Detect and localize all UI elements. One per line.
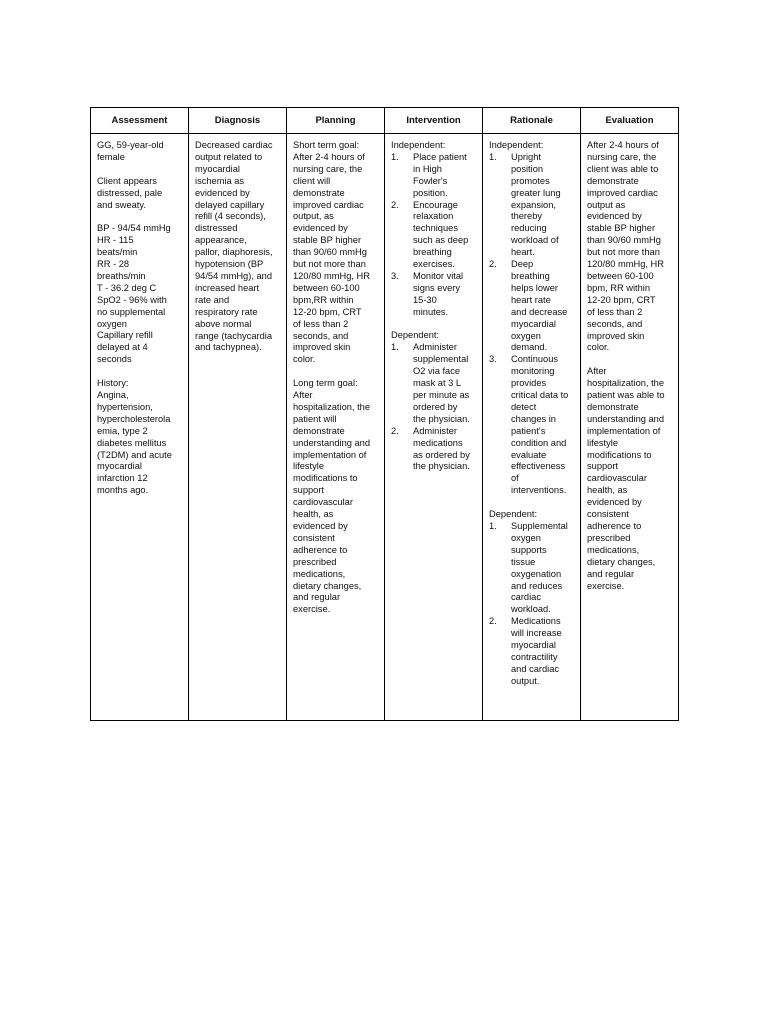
item-number: 1.	[391, 342, 399, 353]
header-planning: Planning	[287, 108, 385, 134]
rationale-dependent-section	[489, 509, 575, 688]
item-number: 1.	[489, 520, 497, 531]
assessment-appearance: Client appears distressed, pale and sweaty.	[97, 175, 163, 210]
list-item	[489, 521, 575, 616]
list-item	[391, 426, 477, 474]
evaluation-cell	[581, 134, 679, 721]
item-number: 1.	[391, 151, 399, 162]
list-item	[391, 152, 477, 200]
list-item	[391, 200, 477, 271]
item-number: 2.	[489, 259, 497, 270]
item-number: 1.	[489, 151, 497, 162]
diagnosis-statement: Decreased cardiac output related to myocardial ischemia as evidenced by delayed capillary refill (4 seconds), distressed appearance, pallor, diaphoresis, hypotension (BP 94/54 mmHg), and increased heart rate and respiratory rate above normal range (tachycardia and tachypnea).	[195, 140, 273, 353]
evaluation-long-term: After hospitalization, the patient was able to demonstrate understanding and implementation of lifestyle modifications to support cardiovascular health, as evidenced by consistent adherence to prescribed medications, dietary changes, and regular exercise.	[587, 366, 665, 591]
item-text: Continuous monitoring provides critical data to detect changes in patient's condition and evaluate effectiveness of interventions.	[511, 354, 569, 496]
item-text: Encourage relaxation techniques such as deep breathing exercises.	[413, 199, 469, 270]
rationale-dependent-list	[489, 521, 575, 688]
diagnosis-cell	[189, 134, 287, 721]
planning-short-term-goal: Short term goal: After 2-4 hours of nursing care, the client will demonstrate improved cardiac output, as evidenced by stable BP higher than 90/60 mmHg but not more than 120/80 mmHg, HR between 60-100 bpm,RR within 12-20 bpm, CRT of less than 2 seconds, and improved skin color.	[293, 140, 370, 365]
header-diagnosis: Diagnosis	[189, 108, 287, 134]
rationale-independent-section	[489, 140, 575, 497]
item-text: Medications will increase myocardial contractility and cardiac output.	[511, 616, 562, 686]
evaluation-short-term: After 2-4 hours of nursing care, the client was able to demonstrate improved cardiac output as evidenced by stable BP higher than 90/60 mmHg but not more than 120/80 mmHg, HR between 60-100 bpm, RR within 12-20 bpm, CRT of less than 2 seconds, and improved skin color.	[587, 140, 664, 353]
item-number: 2.	[391, 199, 399, 210]
item-text: Administer medications as ordered by the physician.	[413, 425, 470, 472]
item-text: Deep breathing helps lower heart rate and decrease myocardial oxygen demand.	[511, 259, 568, 353]
item-text: Upright position promotes greater lung expansion, thereby reducing workload of heart.	[511, 151, 561, 258]
nursing-care-plan-table	[90, 107, 679, 721]
item-number: 2.	[391, 425, 399, 436]
content-row	[91, 134, 679, 721]
item-text: Place patient in High Fowler's position.	[413, 151, 467, 198]
assessment-history: History: Angina, hypertension, hypercholesterola emia, type 2 diabetes mellitus (T2DM) and acute myocardial infarction 12 months ago.	[97, 378, 172, 496]
item-text: Administer supplemental O2 via face mask at 3 L per minute as ordered by the physician.	[413, 342, 470, 424]
list-item	[391, 342, 477, 425]
assessment-vital-signs: BP - 94/54 mmHg HR - 115 beats/min RR - 28 breaths/min T - 36.2 deg C SpO2 - 96% with no supplemental oxygen Capillary refill delayed at 4 seconds	[97, 223, 171, 365]
planning-cell	[287, 134, 385, 721]
rationale-independent-title: Independent:	[489, 140, 544, 150]
rationale-cell	[483, 134, 581, 721]
list-item	[489, 259, 575, 354]
item-number: 3.	[489, 354, 497, 365]
header-assessment: Assessment	[91, 108, 189, 134]
list-item	[489, 616, 575, 687]
assessment-cell	[91, 134, 189, 721]
header-intervention: Intervention	[385, 108, 483, 134]
intervention-independent-title: Independent:	[391, 140, 446, 150]
rationale-dependent-title: Dependent:	[489, 509, 538, 520]
item-number: 3.	[391, 270, 399, 281]
intervention-dependent-section	[391, 330, 477, 473]
intervention-independent-section	[391, 140, 477, 319]
item-text: Supplemental oxygen supports tissue oxygenation and reduces cardiac workload.	[511, 520, 568, 615]
header-row	[91, 108, 679, 134]
intervention-dependent-list	[391, 342, 477, 473]
intervention-dependent-title: Dependent:	[391, 330, 440, 341]
rationale-independent-list	[489, 152, 575, 497]
list-item	[391, 271, 477, 319]
list-item	[489, 152, 575, 259]
intervention-independent-list	[391, 152, 477, 319]
item-text: Monitor vital signs every 15-30 minutes.	[413, 270, 464, 317]
header-evaluation: Evaluation	[581, 108, 679, 134]
planning-long-term-goal: Long term goal: After hospitalization, the patient will demonstrate understanding and implementation of lifestyle modifications to support cardiovascular health, as evidenced by consistent adherence to prescribed medications, dietary changes, and regular exercise.	[293, 378, 371, 615]
item-number: 2.	[489, 616, 497, 627]
intervention-cell	[385, 134, 483, 721]
header-rationale: Rationale	[483, 108, 581, 134]
list-item	[489, 354, 575, 497]
assessment-patient: GG, 59-year-old female	[97, 140, 164, 162]
